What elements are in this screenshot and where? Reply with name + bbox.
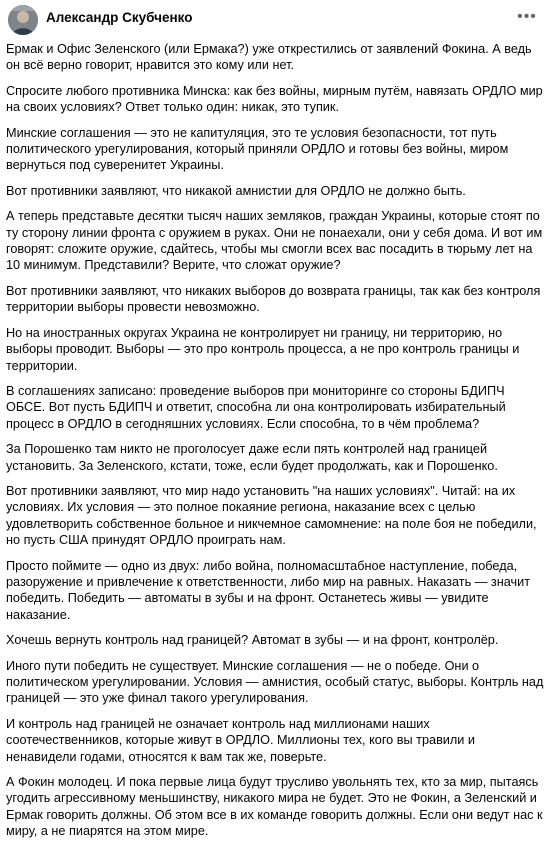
post-paragraph: А Фокин молодец. И пока первые лица будут трусливо увольнять тех, кто за мир, пытаясь угодить агрессивному меньшинству, никакого мира не будет. Это не Фокин, а Зеленский и Ермак говорить должны. Об этом все в их команде говорить должны. Если они ведут нас к миру, а не пиарятся на этом мире. <box>6 775 543 839</box>
post-paragraph: Ермак и Офис Зеленского (или Ермака?) уже открестились от заявлений Фокина. А ведь он всё верно говорит, нравится это кому или нет. <box>6 42 532 73</box>
avatar[interactable] <box>8 5 38 35</box>
post-paragraph: Вот противники заявляют, что никаких выборов до возврата границы, так как без контроля территории выборы провести невозможно. <box>6 283 541 315</box>
post-paragraph: Но на иностранных округах Украина не контролирует ни границу, ни территорию, но выборы проводит. Выборы — это про контроль процесса, а не про контроль границы и территории. <box>6 325 520 373</box>
post-paragraph: Спросите любого противника Минска: как без войны, мирным путём, навязать ОРДЛО мир на своих условиях? Ответ только один: никак, это тупик. <box>6 83 543 115</box>
post-paragraph: За Порошенко там никто не проголосует даже если пять контролей над границей установить. За Зеленского, кстати, тоже, если будет продолжать, как и Порошенко. <box>6 442 498 473</box>
post-header <box>0 0 553 38</box>
post-paragraph: Просто поймите — одно из двух: либо война, полномасштабное наступление, победа, разоружение и привлечение к ответственности, либо мир на равных. Наказать — значит победить. Победить — автоматы в зубы и на фронт. Останетесь живы — увидите наказание. <box>6 558 531 622</box>
post-paragraph: И контроль над границей не означает контроль над миллионами наших соотечественников, которые живут в ОРДЛО. Миллионы тех, кого вы травили и ненавидели годами, относятся к вам так же, поверьте. <box>6 716 476 764</box>
post-paragraph: В соглашениях записано: проведение выборов при мониторинге со стороны БДИПЧ ОБСЕ. Вот пусть БДИПЧ и ответит, способна ли она контролировать избирательный процесс в ОРДЛО в сегодняшних условиях. Если способна, то в чём проблема? <box>6 383 506 431</box>
author-name[interactable]: Александр Скубченко <box>46 10 193 25</box>
post-paragraph: Иного пути победить не существует. Минские соглашения — не о победе. Они о политическом урегулировании. Условия — амнистия, особый статус, выборы. Контрль над границей — это уже финал такого урегулирования. <box>6 658 544 706</box>
post-body <box>6 41 547 849</box>
post-paragraph: Вот противники заявляют, что мир надо установить "на наших условиях". Читай: на их условиях. Их условия — это полное покаяние региона, наказание всех с целью удовлетворить собственное больное и никчемное самомнение: на поле боя не победили, но пусть США принудят ОРДЛО проиграть нам. <box>6 483 537 548</box>
post-paragraph: Минские соглашения — это не капитуляция, это те условия безопасности, тот путь политического урегулирования, который приняли ОРДЛО и готовы без войны, миром вернуться под суверенитет Украины. <box>6 125 509 173</box>
post-paragraph: Хочешь вернуть контроль над границей? Автомат в зубы — и на фронт, контролёр. <box>6 633 499 648</box>
post-paragraph: Вот противники заявляют, что никакой амнистии для ОРДЛО не должно быть. <box>6 183 466 198</box>
post-paragraph: А теперь представьте десятки тысяч наших земляков, граждан Украины, которые стоят по ту сторону линии фронта с оружием в руках. Они не понаехали, они у себя дома. И вот им говорят: сложите оружие, сдайтесь, чтобы мы смогли всех вас посадить в тюрьму лет на 10 минимум. Представили? Верите, что сложат оружие? <box>6 209 543 273</box>
more-options-icon[interactable]: ••• <box>517 8 537 25</box>
avatar-image <box>8 5 38 35</box>
